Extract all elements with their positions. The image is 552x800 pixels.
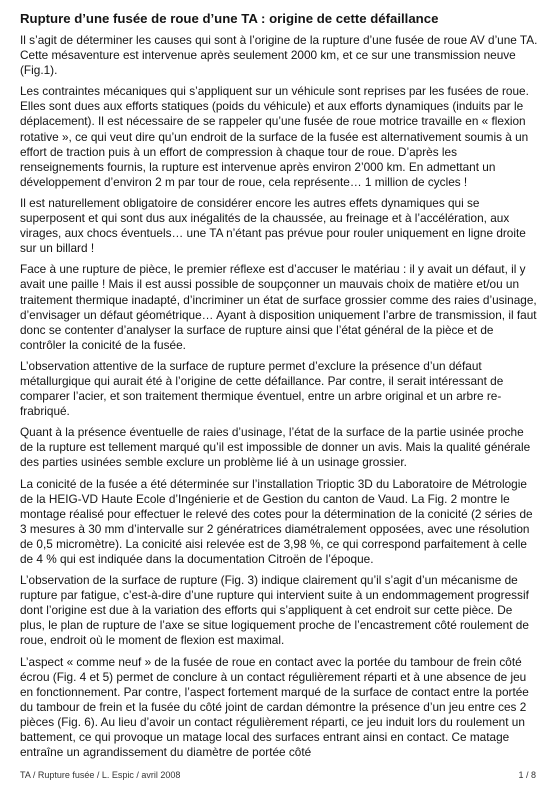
paragraph-6: Quant à la présence éventuelle de raies d’usinage, l’état de la surface de la partie usinée proche de la rupture est tellement marqué qu’il est impossible de donner un avis. Mais la qualité générale des parties usinées semble exclure un problème lié à un usinage grossier. — [20, 425, 531, 470]
page-number: 1 / 8 — [518, 770, 536, 780]
paragraph-2: Les contraintes mécaniques qui s’appliquent sur un véhicule sont reprises par les fusées de roue. Elles sont dues aux efforts statiques (poids du véhicule) et aux efforts dynamiques (induits par le déplacement). Il est nécessaire de se rappeler qu’une fusée de roue motrice travaille en « flexion rotative », ce qui veut dire qu’un endroit de la surface de la fusée est alternativement soumis à un effort de traction puis à un effort de compression à chaque tour de roue. D’après les renseignements fournis, la rupture est intervenue après environ 2’000 km. En admettant un développement d’environ 2 m par tour de roue, cela représente… 1 million de cycles ! — [20, 84, 529, 189]
document-title: Rupture d’une fusée de roue d’une TA : origine de cette défaillance — [20, 11, 439, 26]
paragraph-9: L’aspect « comme neuf » de la fusée de roue en contact avec la portée du tambour de frein côté écrou (Fig. 4 et 5) permet de conclure à un contact régulièrement réparti et à une absence de jeu en fonctionnement. Par contre, l’aspect fortement marqué de la surface de contact entre la portée du tambour de frein et la fusée du côté joint de cardan démontre la présence d’un jeu entre ces 2 pièces (Fig. 6). Au lieu d’avoir un contact régulièrement réparti, ce jeu induit lors du roulement un battement, ce qui provoque un matage local des surfaces entrant ainsi en contact. Ce matage entraîne un agrandissement du diamètre de portée côté — [20, 654, 529, 760]
paragraph-8: L’observation de la surface de rupture (Fig. 3) indique clairement qu’il s’agit d’un mécanisme de rupture par fatigue, c’est-à-dire d’une rupture qui intervient suite à un endommagement progressif dont l’origine est due à la variation des efforts qui s’appliquent à cet endroit sur cette pièce. De plus, le plan de rupture de l’axe se situe logiquement proche de l’encastrement côté roulement de roue, endroit où le moment de flexion est maximal. — [20, 573, 529, 648]
paragraph-1: Il s’agit de déterminer les causes qui sont à l’origine de la rupture d’une fusée de roue AV d’une TA. Cette mésaventure est intervenue après seulement 2000 km, et ce sur une transmission neuve (Fig.1). — [20, 33, 538, 78]
paragraph-4: Face à une rupture de pièce, le premier réflexe est d’accuser le matériau : il y avait un défaut, il y avait une paille ! Mais il est aussi possible de soupçonner un mauvais choix de matière et/ou un traitement thermique inadapté, d’incriminer un état de surface grossier comme des raies d’usinage, d’envisager un défaut géométrique… Ayant à disposition uniquement l’arbre de transmission, il faut donc se contenter d’analyser la surface de rupture ainsi que l’état général de la pièce et de contrôler la conicité de la fusée. — [20, 262, 537, 352]
footer-document-info: TA / Rupture fusée / L. Espic / avril 2008 — [20, 770, 181, 780]
document-body — [20, 10, 538, 766]
paragraph-7: La conicité de la fusée a été déterminée sur l’installation Trioptic 3D du Laboratoire de Métrologie de la HEIG-VD Haute Ecole d’Ingénierie et de Gestion du canton de Vaud. La Fig. 2 montre le montage réalisé pour effectuer le relevé des cotes pour la détermination de la conicité (2 séries de 3 mesures à 30 mm d’intervalle sur 2 génératrices diamétralement opposées, avec une résolution de 0,5 micromètre). La conicité aisi relevée est de 3,98 %, ce qui correspond parfaitement à celle de 4 % qui est indiquée dans la documentation Citroën de l’époque. — [20, 476, 533, 566]
paragraph-3: Il est naturellement obligatoire de considérer encore les autres effets dynamiques qui se superposent et qui sont dus aux inégalités de la chaussée, au freinage et à l’accélération, aux virages, aux chocs éventuels… une TA n’étant pas prévue pour rouler uniquement en ligne droite sur un billard ! — [20, 195, 526, 256]
paragraph-5: L’observation attentive de la surface de rupture permet d’exclure la présence d’un défaut métallurgique qui aurait été à l’origine de cette défaillance. Par contre, il serait intéressant de comparer l’acier, et son traitement thermique éventuel, entre un arbre original et un arbre re-frabriqué. — [20, 358, 504, 419]
page-footer — [20, 769, 536, 781]
